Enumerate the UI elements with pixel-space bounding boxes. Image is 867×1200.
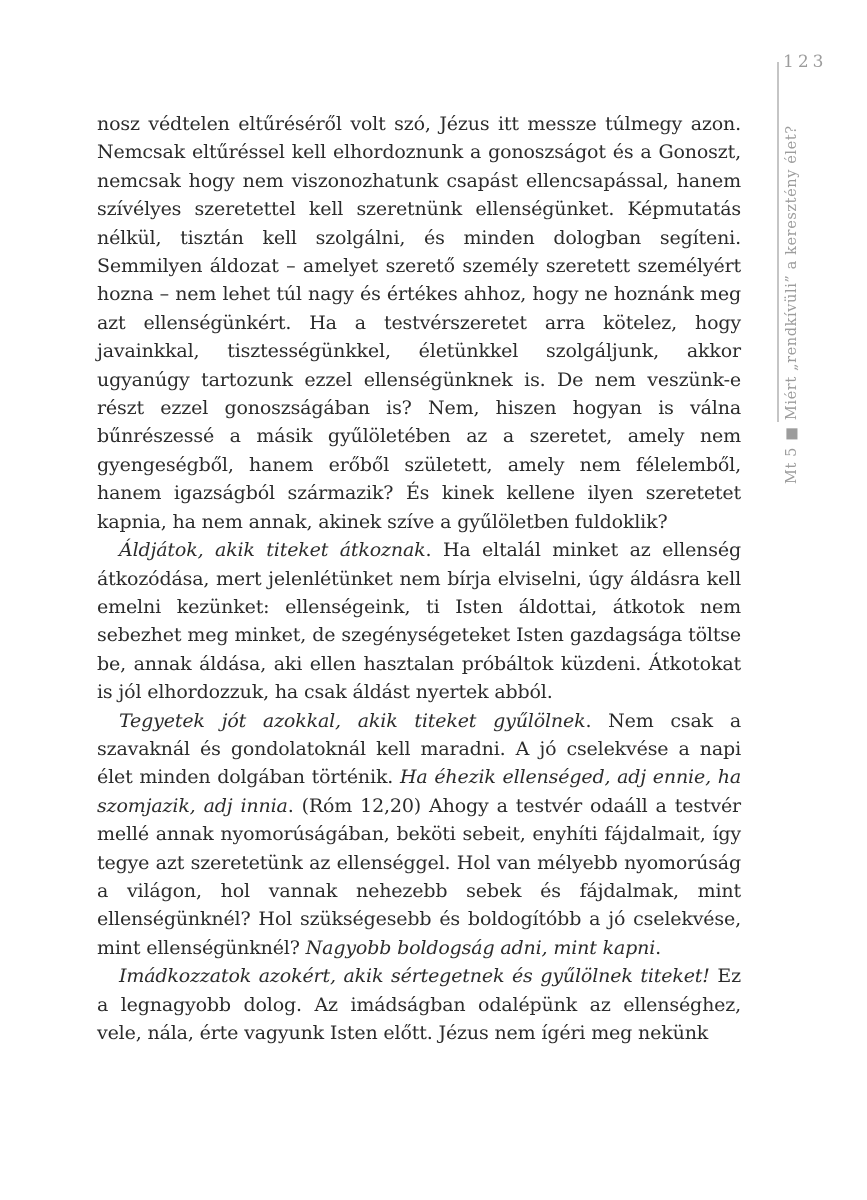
emphasis-text: Ha éhezik ellenséged, adj ennie, ha szomjazik, adj innia (97, 766, 741, 817)
body-text: . Ha eltalál minket az ellenség átkozódása, mert jelenlétünket nem bírja elviselni, úgy áldásra kell emelni kezünket: ellenségeink, ti Isten áldottai, átkotok nem sebezhet meg minket, de szegénységeteket Isten gazdagsága töltse be, annak áldása, aki ellen hasztalan próbáltok küzdeni. Átkotokat is jól elhordozzuk, ha csak áldást nyertek abból. (97, 539, 741, 704)
paragraph (97, 110, 741, 536)
emphasis-text: Nagyobb boldogság adni, mint kapni (305, 936, 656, 959)
body-text: . (655, 936, 662, 959)
paragraph (97, 707, 741, 963)
emphasis-text: Áldjátok, akik titeket átkoznak (119, 539, 426, 562)
body-text: . (Róm 12,20) Ahogy a testvér odaáll a testvér mellé annak nyomorúságában, beköti sebeit, enyhíti fájdalmait, így tegye azt szeretetünk az ellenséggel. Hol van mélyebb nyomorúság a világon, hol vannak nehezebb sebek és fájdalmak, mint ellenségünknél? Hol szükségesebb és boldogítóbb a jó cselekvése, mint ellenségünknél? (97, 794, 741, 959)
page-number: 123 (783, 52, 828, 72)
text-block (97, 110, 741, 1047)
paragraph (97, 962, 741, 1047)
body-text: Ez a legnagyobb dolog. Az imádságban odalépünk az ellenséghez, vele, nála, érte vagyunk Isten előtt. Jézus nem ígéri meg nekünk (97, 965, 741, 1044)
body-text: nosz védtelen eltűréséről volt szó, Jézus itt messze túlmegy azon. Nemcsak eltűréssel kell elhordoznunk a gonoszságot és a Gonoszt, nemcsak hogy nem viszonozhatunk csapást ellencsapással, hanem szívélyes szeretettel kell szeretnünk ellenségünket. Képmutatás nélkül, tisztán kell szolgálni, és minden dologban segíteni. Semmilyen áldozat – amelyet szerető személy szeretett személyért hozna – nem lehet túl nagy és értékes ahhoz, hogy ne hoznánk meg azt ellenségünkért. Ha a testvérszeretet arra kötelez, hogy javainkkal, tisztességünkkel, életünkkel szolgáljunk, akkor ugyanúgy tartozunk ezzel ellenségünknek is. De nem veszünk-e részt ezzel gonoszságában is? Nem, hiszen hogyan is válna bűnrészessé a másik gyűlöletében az a szeretet, amely nem gyengeségből, hanem erőből született, amely nem félelemből, hanem igazságból származik? És kinek kellene ilyen szeretetet kapnia, ha nem annak, akinek szíve a gyűlöletben fuldoklik? (97, 113, 741, 533)
body-text: . Nem csak a szavaknál és gondolatoknál kell maradni. A jó cselekvése a napi élet minden dolgában történik. (97, 709, 741, 789)
emphasis-text: Tegyetek jót azokkal, akik titeket gyűlölnek (119, 709, 586, 732)
margin-rule (777, 62, 779, 422)
paragraph (97, 536, 741, 706)
emphasis-text: Imádkozzatok azokért, akik sértegetnek és gyűlölnek titeket! (119, 965, 710, 988)
margin-note-vertical: Mt 5 ■ Miért „rendkívüli” a keresztény élet? (784, 125, 800, 484)
